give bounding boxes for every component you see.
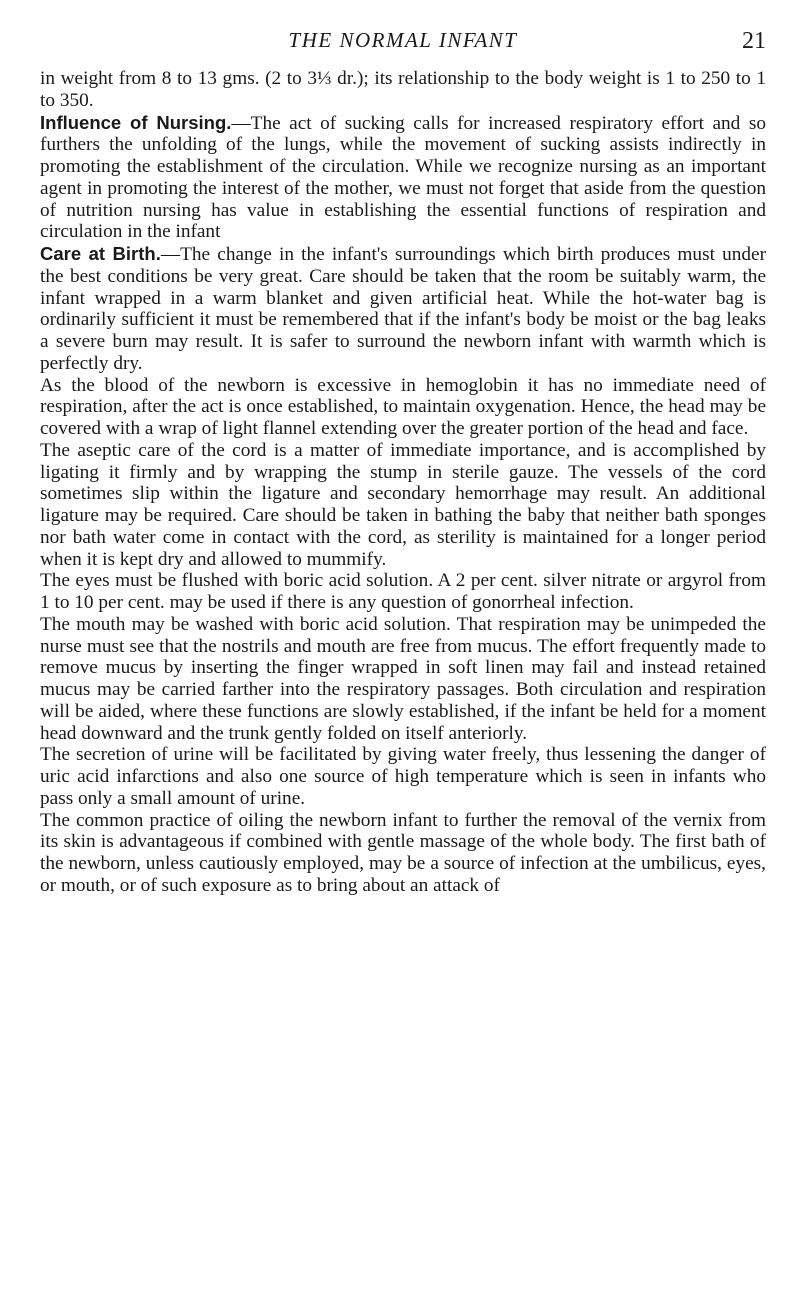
running-title: THE NORMAL INFANT [288, 28, 518, 52]
paragraph [40, 112, 766, 244]
page-number: 21 [742, 28, 766, 54]
paragraph-text: The common practice of oiling the newborn infant to further the removal of the vernix from its skin is advantageous if combined with gentle massage of the whole body. The first bath of the newborn, unless cautiously employed, may be a source of infection at the umbilicus, eyes, or mouth, or of such exposure as to bring about an attack of [40, 809, 766, 896]
paragraph [40, 810, 766, 897]
paragraph [40, 614, 766, 745]
paragraph-text: The secretion of urine will be facilitated by giving water freely, thus lessening the danger of uric acid infarctions and also one source of high temperature which is seen in infants who pass only a small amount of urine. [40, 744, 766, 809]
paragraph-text: The mouth may be washed with boric acid solution. That respiration may be unimpeded the nurse must see that the nostrils and mouth are free from mucus. The effort frequently made to remove mucus by inserting the finger wrapped in soft linen may fail and instead retained mucus may be carried farther into the respiratory passages. Both circulation and respiration will be aided, where these functions are slowly established, if the infant be held for a moment head downward and the trunk gently folded on itself anteriorly. [40, 613, 766, 744]
paragraph [40, 570, 766, 614]
paragraph [40, 375, 766, 440]
paragraph-text: in weight from 8 to 13 gms. (2 to 3⅓ dr.); its relationship to the body weight is 1 to 250 to 1 to 350. [40, 68, 766, 111]
body-text [40, 68, 766, 897]
run-in-heading: Care at Birth. [40, 243, 161, 264]
run-in-heading: Influence of Nursing. [40, 111, 232, 133]
paragraph [40, 440, 766, 571]
paragraph-text: As the blood of the newborn is excessive in hemoglobin it has no immediate need of respiration, after the act is once established, to maintain oxygenation. Hence, the head may be covered with a wrap of light flannel extending over the greater portion of the head and face. [40, 374, 766, 439]
paragraph-text: The aseptic care of the cord is a matter of immediate importance, and is accomplished by ligating it firmly and by wrapping the stump in sterile gauze. The vessels of the cord sometimes slip within the ligature and secondary hemorrhage may result. An additional ligature may be required. Care should be taken in bathing the baby that neither bath sponges nor bath water come in contact with the cord, as sterility is maintained for a longer period when it is kept dry and allowed to mummify. [40, 439, 766, 570]
paragraph-text: The eyes must be flushed with boric acid solution. A 2 per cent. silver nitrate or argyrol from 1 to 10 per cent. may be used if there is any question of gonorrheal infection. [40, 570, 766, 613]
paragraph [40, 243, 766, 375]
paragraph [40, 744, 766, 809]
page-header [40, 28, 766, 58]
paragraph [40, 68, 766, 112]
paragraph-text: —The act of sucking calls for increased respiratory effort and so furthers the unfolding of the lungs, while the movement of sucking assists indirectly in promoting the establishment of the circulation. While we recognize nursing as an important agent in promoting the interest of the mother, we must not forget that aside from the question of nutrition nursing has value in establishing the essential functions of respiration and circulation in the infant [40, 112, 766, 243]
paragraph-text: —The change in the infant's surroundings which birth produces must under the best conditions be very great. Care should be taken that the room be suitably warm, the infant wrapped in a warm blanket and given artificial heat. While the hot-water bag is ordinarily sufficient it must be remembered that if the infant's body be moist or the bag leaks a severe burn may result. It is safer to surround the newborn infant with warmth which is perfectly dry. [40, 244, 766, 374]
